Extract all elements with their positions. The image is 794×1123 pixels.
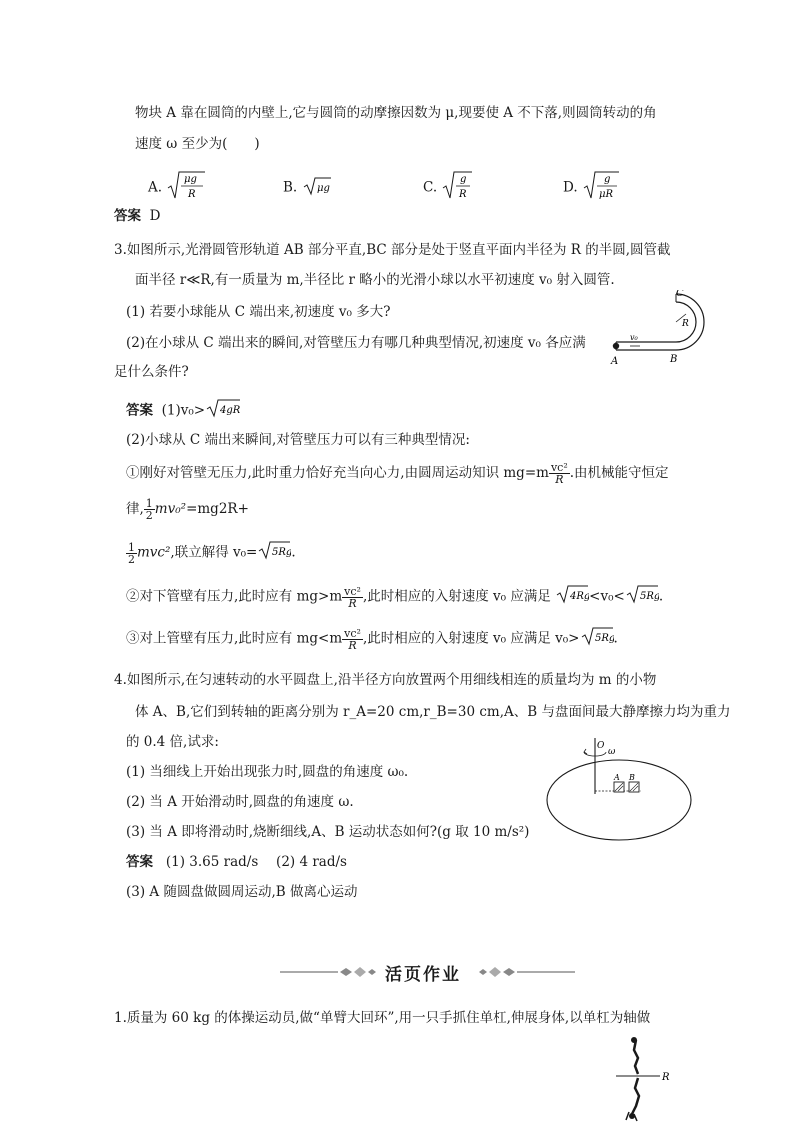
svg-text:4Rg: 4Rg [570, 591, 590, 602]
q3-sub1: (1) 若要小球能从 C 端出来,初速度 v₀ 多大? [126, 304, 391, 320]
sqrt-5rg [257, 540, 291, 566]
hw1-line1: 1.质量为 60 kg 的体操运动员,做“单臂大回环”,用一只手抓住单杠,伸展身体,以单杠为轴做 [114, 1010, 651, 1026]
q2-answer: 答案 D [114, 208, 161, 224]
section-heading [280, 958, 580, 986]
q2-option-a: A. μg R [148, 170, 206, 206]
sqrt-4rg [555, 584, 589, 610]
heading-ornament-left [280, 964, 380, 980]
svg-text:μg: μg [316, 183, 330, 194]
frac-half-2: $\frac{1}{2}$ [128, 540, 135, 566]
sqrt-4gr [205, 398, 241, 424]
q3-sub2b: 足什么条件? [114, 364, 189, 380]
q3-line2: 面半径 r≪R,有一质量为 m,半径比 r 略小的光滑小球以水平初速度 v₀ 射入圆管. [135, 272, 615, 288]
q3-answer-3: ①刚好对管壁无压力,此时重力恰好充当向心力,由圆周运动知识 mg=m $\frac{\text{vc²}}{R}$ .由机械能守恒定 [126, 461, 669, 486]
svg-text:B: B [629, 773, 635, 782]
q4-line3: 的 0.4 倍,试求: [126, 734, 219, 750]
svg-text:R: R [188, 189, 196, 200]
svg-text:v₀: v₀ [630, 333, 638, 342]
svg-text:B: B [670, 354, 678, 365]
svg-text:C: C [676, 290, 684, 299]
svg-text:g: g [460, 174, 467, 185]
q4-answer-2: (3) A 随圆盘做圆周运动,B 做离心运动 [126, 884, 358, 900]
sqrt-mug-over-r [166, 170, 206, 206]
q3-answer-5: $\frac{1}{2}$ mvc²,联立解得 v₀= 5Rg . [128, 540, 296, 566]
q3-tube-figure [606, 290, 716, 370]
q4-answer-1: 答案 (1) 3.65 rad/s (2) 4 rad/s [126, 854, 347, 870]
q2-option-d: D. g μR [563, 170, 620, 206]
q2-line2: 速度 ω 至少为( ) [135, 136, 260, 152]
sqrt-5rg-3 [580, 626, 614, 652]
q3-answer-7: ③对上管壁有压力,此时应有 mg<m $\frac{\text{vc²}}{R}$ ,此时相应的入射速度 v₀ 应满足 v₀> 5Rg . [126, 626, 618, 652]
svg-text:R: R [682, 319, 689, 329]
svg-text:O: O [597, 741, 605, 751]
q2-option-c: C. g R [423, 170, 473, 206]
heading-ornament-right [475, 964, 575, 980]
svg-text:μR: μR [598, 189, 613, 200]
svg-text:R: R [662, 1072, 670, 1083]
section-title: 活页作业 [385, 965, 461, 985]
q3-answer-4: 律, $\frac{1}{2}$ mv₀²=mg2R+ [126, 497, 249, 522]
svg-text:A: A [611, 356, 619, 367]
frac-vc2-over-r-2: $\frac{\text{vc²}}{R}$ [344, 584, 361, 610]
q4-sub3: (3) 当 A 即将滑动时,烧断细线,A、B 运动状态如何?(g 取 10 m/s²) [126, 824, 530, 840]
q3-answer-2: (2)小球从 C 端出来瞬间,对管壁压力可以有三种典型情况: [126, 432, 470, 448]
q3-answer-1: 答案 (1)v₀> 4gR [126, 398, 241, 424]
svg-text:4gR: 4gR [220, 405, 241, 416]
sqrt-g-over-r [441, 170, 473, 206]
q3-line1: 3.如图所示,光滑圆管形轨道 AB 部分平直,BC 部分是处于竖直平面内半径为 R 的半圆,圆管截 [114, 242, 671, 258]
svg-text:5Rg: 5Rg [594, 633, 614, 644]
sqrt-5rg-2 [625, 584, 659, 610]
svg-text:μg: μg [184, 174, 198, 185]
q3-sub2a: (2)在小球从 C 端出来的瞬间,对管壁压力有哪几种典型情况,初速度 v₀ 各应满 [126, 335, 586, 351]
q4-disk-figure [544, 738, 694, 844]
gymnast-figure [612, 1036, 672, 1122]
q2-line1: 物块 A 靠在圆筒的内壁上,它与圆筒的动摩擦因数为 μ,现要使 A 不下落,则圆筒转动的角 [135, 105, 657, 121]
q3-answer-6: ②对下管壁有压力,此时应有 mg>m $\frac{\text{vc²}}{R}$ ,此时相应的入射速度 v₀ 应满足 4Rg <v₀< 5Rg . [126, 584, 664, 610]
q4-line1: 4.如图所示,在匀速转动的水平圆盘上,沿半径方向放置两个用细线相连的质量均为 m 的小物 [114, 672, 657, 688]
sqrt-g-over-mur [582, 170, 620, 206]
q2-option-b: B. μg [283, 176, 332, 200]
frac-vc2-over-r-3: $\frac{\text{vc²}}{R}$ [344, 626, 361, 652]
svg-text:A: A [614, 773, 620, 782]
q4-sub1: (1) 当细线上开始出现张力时,圆盘的角速度 ω₀. [126, 764, 409, 780]
svg-text:ω: ω [608, 747, 616, 757]
svg-text:R: R [459, 189, 467, 200]
q4-line2: 体 A、B,它们到转轴的距离分别为 r_A=20 cm,r_B=30 cm,A、B 与盘面间最大静摩擦力均为重力 [135, 704, 731, 720]
sqrt-mug [302, 176, 332, 200]
frac-vc2-over-r: $\frac{\text{vc²}}{R}$ [550, 461, 568, 486]
frac-half: $\frac{1}{2}$ [145, 497, 153, 522]
svg-text:g: g [603, 174, 611, 185]
svg-text:5Rg: 5Rg [639, 591, 659, 602]
svg-text:5Rg: 5Rg [272, 547, 292, 558]
q4-sub2: (2) 当 A 开始滑动时,圆盘的角速度 ω. [126, 794, 354, 810]
